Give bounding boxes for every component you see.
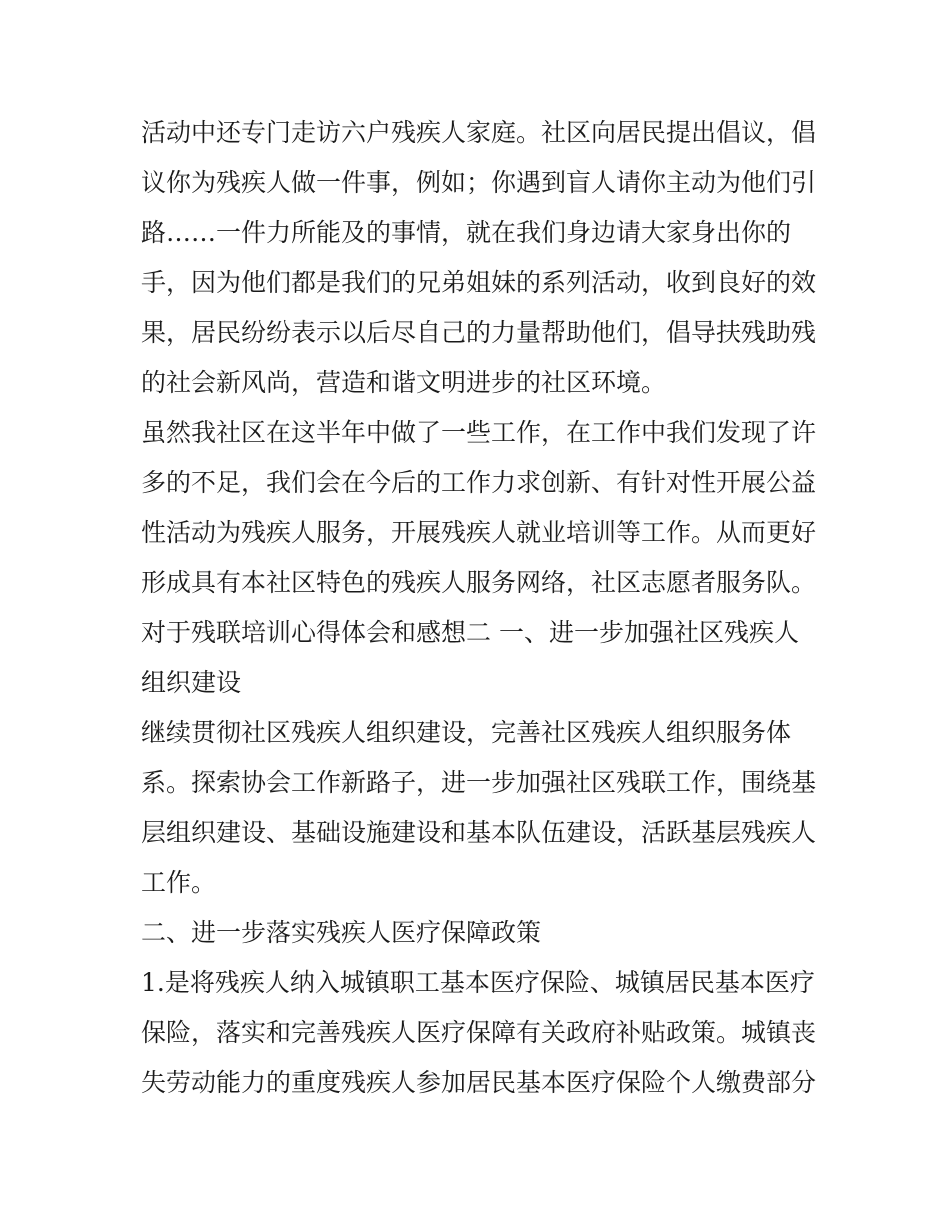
text-line-4: 手，因为他们都是我们的兄弟姐妹的系列活动，收到良好的效 xyxy=(141,268,817,297)
text-line-13: 继续贯彻社区残疾人组织建设，完善社区残疾人组织服务体 xyxy=(141,718,792,747)
document-body xyxy=(141,108,821,1108)
text-line-11: 对于残联培训心得体会和感想二 一、进一步加强社区残疾人 xyxy=(141,618,799,647)
text-line-18: 1.是将残疾人纳入城镇职工基本医疗保险、城镇居民基本医疗 xyxy=(141,968,815,997)
text-line-5: 果，居民纷纷表示以后尽自己的力量帮助他们，倡导扶残助残 xyxy=(141,318,817,347)
text-line-14: 系。探索协会工作新路子，进一步加强社区残联工作，围绕基 xyxy=(141,768,817,797)
text-line-6: 的社会新风尚，营造和谐文明进步的社区环境。 xyxy=(141,368,667,397)
text-line-20: 失劳动能力的重度残疾人参加居民基本医疗保险个人缴费部分 xyxy=(141,1068,817,1097)
text-line-16: 工作。 xyxy=(141,868,217,897)
text-line-3: 路……一件力所能及的事情，就在我们身边请大家身出你的 xyxy=(141,218,792,247)
text-line-12: 组织建设 xyxy=(141,668,242,697)
text-line-19: 保险，落实和完善残疾人医疗保障有关政府补贴政策。城镇丧 xyxy=(141,1018,817,1047)
text-line-2: 议你为残疾人做一件事，例如；你遇到盲人请你主动为他们引 xyxy=(141,168,817,197)
text-line-8: 多的不足，我们会在今后的工作力求创新、有针对性开展公益 xyxy=(141,468,817,497)
text-line-17: 二、进一步落实残疾人医疗保障政策 xyxy=(141,918,542,947)
text-line-1: 活动中还专门走访六户残疾人家庭。社区向居民提出倡议，倡 xyxy=(141,118,817,147)
text-line-10: 形成具有本社区特色的残疾人服务网络，社区志愿者服务队。 xyxy=(141,568,817,597)
text-line-7: 虽然我社区在这半年中做了一些工作，在工作中我们发现了许 xyxy=(141,418,817,447)
text-line-15: 层组织建设、基础设施建设和基本队伍建设，活跃基层残疾人 xyxy=(141,818,817,847)
text-line-9: 性活动为残疾人服务，开展残疾人就业培训等工作。从而更好 xyxy=(141,518,817,547)
